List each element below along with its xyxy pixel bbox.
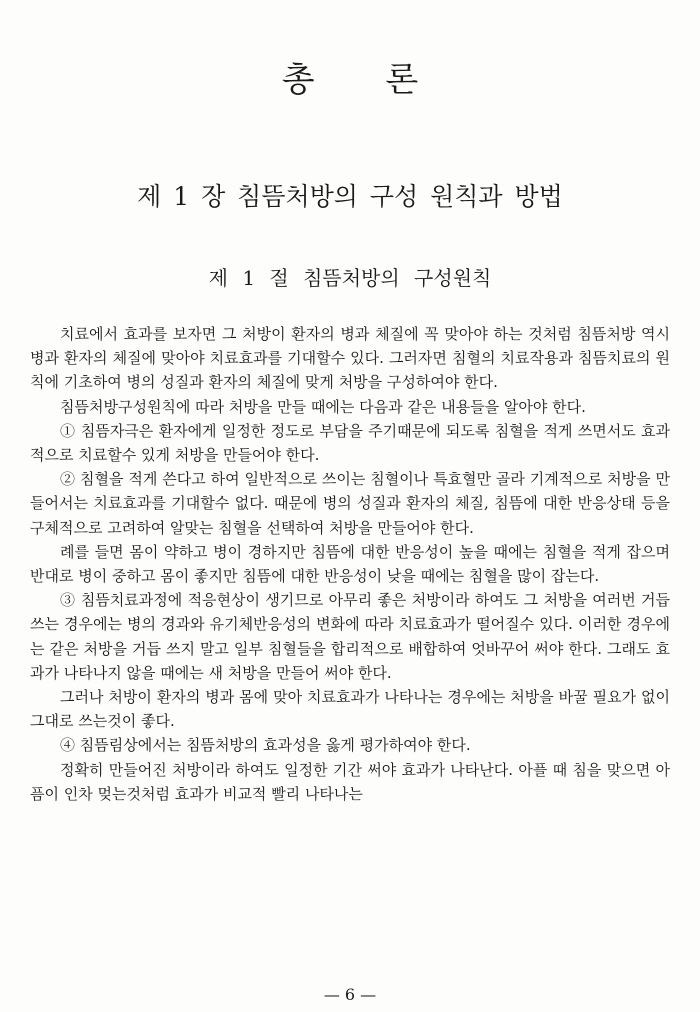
part-title: 총 론: [281, 60, 449, 100]
paragraph: ① 침뜸자극은 환자에게 일정한 정도로 부담을 주기때문에 되도록 침혈을 적게 쓰면서도 효과적으로 치료할수 있게 처방을 만들어야 한다.: [30, 421, 670, 465]
paragraph: ④ 침뜸림상에서는 침뜸처방의 효과성을 옳게 평가하여야 한다.: [60, 736, 471, 755]
section-title: 제 1 절 침뜸처방의 구성원칙: [208, 266, 492, 290]
page-number: — 6 —: [323, 985, 377, 1004]
chapter-title: 제 1 장 침뜸처방의 구성 원칙과 방법: [137, 182, 563, 211]
body-text: [30, 322, 670, 806]
paragraph: 례를 들면 몸이 약하고 병이 경하지만 침뜸에 대한 반응성이 높을 때에는 침혈을 적게 잡으며 반대로 병이 중하고 몸이 좋지만 침뜸에 대한 반응성이 낮을 때에는 침혈을 많이 잡는다.: [30, 542, 670, 586]
paragraph: 정확히 만들어진 처방이라 하여도 일정한 기간 써야 효과가 나타난다. 아플 때 침을 맞으면 아픔이 인차 멎는것처럼 효과가 비교적 빨리 나타나는: [30, 760, 670, 803]
paragraph: 그러나 처방이 환자의 병과 몸에 맞아 치료효과가 나타나는 경우에는 처방을 바꿀 필요가 없이 그대로 쓰는것이 좋다.: [30, 688, 670, 731]
paragraph: ③ 침뜸치료과정에 적응현상이 생기므로 아무리 좋은 처방이라 하여도 그 처방을 여러번 거듭 쓰는 경우에는 병의 경과와 유기체반응성의 변화에 따라 치료효과가 떨어질수 있다. 이러한 경우에는 같은 처방을 거듭 쓰지 말고 일부 침혈들을 합리적으로 배합하여 엇바꾸어 써야 한다. 그래도 효과가 나타나지 않을 때에는 새 처방을 만들어 써야 한다.: [30, 591, 670, 682]
paragraph: 침뜸처방구성원칙에 따라 처방을 만들 때에는 다음과 같은 내용들을 알아야 한다.: [60, 397, 586, 416]
paragraph: 치료에서 효과를 보자면 그 처방이 환자의 병과 체질에 꼭 맞아야 하는 것처럼 침뜸처방 역시 병과 환자의 체질에 맞아야 치료효과를 기대할수 있다. 그러자면 침혈의 치료작용과 침뜸치료의 원칙에 기초하여 병의 성질과 환자의 체질에 맞게 처방을 구성하여야 한다.: [30, 325, 670, 392]
paragraph: ② 침혈을 적게 쓴다고 하여 일반적으로 쓰이는 침혈이나 특효혈만 골라 기계적으로 처방을 만들어서는 치료효과를 기대할수 없다. 때문에 병의 성질과 환자의 체질, 침뜸에 대한 반응상태 등을 구체적으로 고려하여 알맞는 침혈을 선택하여 처방을 만들어야 한다.: [30, 470, 670, 537]
